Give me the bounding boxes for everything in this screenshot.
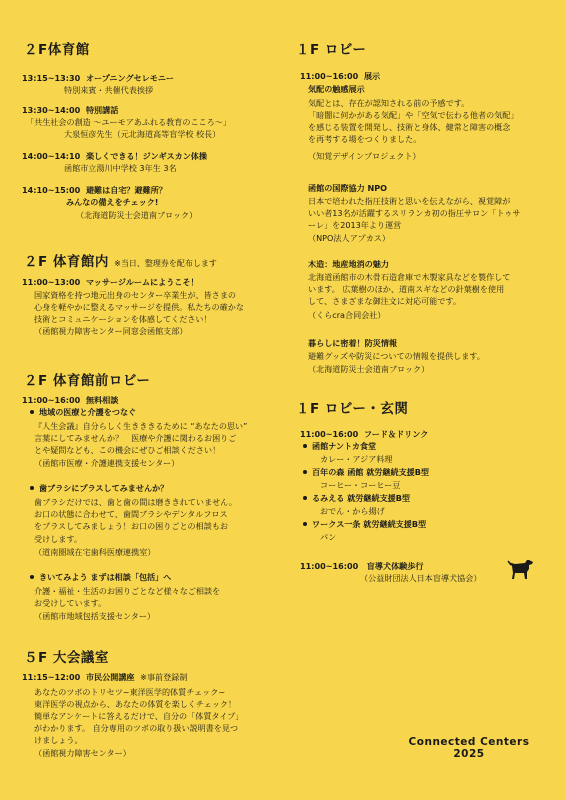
event-detail: 特別来賓・共催代表挨拶	[64, 85, 154, 95]
event-detail: 東洋医学の視点から、あなたの体質を楽しくチェック！	[34, 699, 237, 709]
exhibit-detail: います。 広葉樹のほか、道南スギなどの針葉樹を使用	[308, 284, 505, 294]
event-detail: お受けしています。	[34, 598, 107, 608]
event-detail: とや疑問なども、この機会にぜひご相談ください！	[34, 445, 221, 455]
event-detail: がわかります。 自分専用のツボの取り扱い説明書を見つ	[34, 723, 239, 733]
exhibit-detail: 避難グッズや防災についての情報を提供します。	[308, 351, 485, 361]
vendor-name: 函館ナントカ食堂	[303, 440, 376, 452]
vendor-name: ワークス一条 就労継続支援B型	[303, 518, 426, 530]
exhibit-detail: 気配とは、存在が認知される前の予感です。	[308, 98, 470, 108]
exhibit-organizer: （NPO法人アプカス）	[308, 233, 390, 243]
exhibit-title: 暮らしに密着！防災情報	[308, 338, 398, 348]
event-organizer: （北海道防災士会道南ブロック）	[76, 210, 198, 220]
guide-dog-icon	[505, 556, 535, 580]
exhibit-organizer: （くらcra合同会社）	[308, 310, 386, 320]
event-detail: お口の状態に合わせて、歯間ブラシやデンタルフロス	[34, 509, 228, 519]
event-detail: 受けします。	[34, 534, 82, 544]
event-detail: 国家資格を持つ地元出身のセンター卒業生が、皆さまの	[34, 290, 237, 300]
vendor-menu: カレー・アジア料理	[320, 454, 393, 464]
event-detail: 大泉恒彦先生（元北海道高等盲学校 校長）	[64, 129, 221, 139]
vendor-name: 百年の森 函館 就労継続支援B型	[303, 466, 429, 478]
event-time-title: 11:00~16:00 無料相談	[22, 395, 119, 405]
exhibit-detail: して、さまざまな御注文に対応可能です。	[308, 296, 461, 306]
vendor-name: るみえる 就労継続支援B型	[303, 492, 410, 504]
section-heading-lobby-entrance: １F ロビー・玄関	[296, 401, 409, 417]
event-detail: 技術とコミュニケーションを体感してください！	[34, 314, 212, 324]
exhibit-detail: を再考する場をつくりました。	[308, 134, 422, 144]
event-detail: 歯ブラシだけでは、歯と歯の間は磨ききれていません。	[34, 497, 237, 507]
bullet-icon	[30, 575, 34, 579]
consult-title: 歯ブラシにプラスしてみませんか？	[30, 482, 168, 494]
exhibit-organizer: （北海道防災士会道南ブロック）	[308, 364, 430, 374]
consult-title: きいてみよう まずは相談「包括」へ	[30, 571, 171, 583]
event-time-title: 13:15~13:30 オープニングセレモニー	[22, 73, 175, 83]
event-time-title: 11:00~16:00 盲導犬体験歩行	[300, 561, 424, 571]
consult-title: 地域の医療と介護をつなぐ	[30, 406, 136, 418]
event-time-title: 11:15~12:00 市民公開講座 ※事前登録制	[22, 672, 188, 682]
event-organizer: （函館市地域包括支援センター）	[34, 611, 156, 621]
exhibit-detail: 「暗闇に何かがある気配」や「空気で伝わる他者の気配」	[308, 110, 519, 120]
bullet-icon	[30, 410, 34, 414]
section-heading-lobby-2f: ２F 体育館前ロビー	[24, 373, 151, 389]
event-detail: けましょう。	[34, 735, 83, 745]
event-detail: みんなの備えをチェック!	[66, 197, 159, 207]
vendor-menu: おでん・から揚げ	[320, 506, 385, 516]
event-detail: をプラスしてみましょう！お口の困りごとの相談もお	[34, 521, 229, 531]
event-time-title: 13:30~14:00 特別講話	[22, 105, 119, 115]
event-organizer: （公益財団法人日本盲導犬協会）	[360, 573, 482, 583]
section-heading-gym-inner: ２F 体育館内 ※当日、整理券を配布します	[24, 254, 217, 270]
bullet-icon	[303, 496, 307, 500]
bullet-icon	[303, 470, 307, 474]
event-detail: 介護・福祉・生活のお困りごとなど様々なご相談を	[34, 586, 221, 596]
event-detail: 函館市立湯川中学校 3年生 3名	[64, 163, 177, 173]
vendor-menu: パン	[320, 532, 337, 542]
event-organizer: （函館市医療・介護連携支援センター）	[34, 458, 180, 468]
exhibit-detail: を感じる装置を開発し、技術と身体、健常と障害の概念	[308, 122, 511, 132]
event-time-title: 14:00~14:10 楽しくできる！ジンギスカン体操	[22, 151, 207, 161]
event-detail: 「共生社会の創造 ～ユーモアあふれる教育のこころ～」	[26, 117, 231, 127]
event-time-title: 11:00~16:00 展示	[300, 71, 381, 81]
exhibit-organizer: （知覚デザインプロジェクト）	[308, 151, 421, 161]
event-time-title: 11:00~13:00 マッサージルームにようこそ！	[22, 277, 199, 287]
event-organizer: （函館視力障害センター）	[34, 748, 131, 758]
event-organizer: （道南圏域在宅歯科医療連携室）	[34, 547, 156, 557]
brand-year: 2025	[453, 748, 485, 760]
section-heading-lobby-1f: １F ロビー	[296, 42, 367, 58]
exhibit-title: 函館の国際協力 NPO	[308, 183, 388, 193]
event-detail: 簡単なアンケートに答えるだけで、自分の「体質タイプ」	[34, 711, 244, 721]
event-detail: 言葉にしてみませんか？ 医療や介護に関わるお困りご	[34, 433, 237, 443]
brand-footer	[403, 736, 535, 760]
exhibit-detail: ーレ」を2013年より運営	[308, 220, 402, 230]
event-detail: 『人生会議』自分らしく生きききるために “あなたの思い”	[34, 421, 248, 431]
bullet-icon	[30, 486, 34, 490]
event-time-title: 11:00~16:00 フード＆ドリンク	[300, 429, 429, 439]
bullet-icon	[303, 444, 307, 448]
event-time-title: 14:10~15:00 避難は自宅？避難所？	[22, 185, 167, 195]
brand-name: Connected Centers	[408, 736, 530, 748]
bullet-icon	[303, 522, 307, 526]
exhibit-detail: 日本で培われた指圧技術と思いを伝えながら、視覚障が	[308, 196, 511, 206]
section-heading-gym: ２F体育館	[24, 42, 90, 58]
exhibit-title: 気配の触感展示	[308, 84, 365, 94]
exhibit-detail: いい者13名が活躍するスリランカ初の指圧サロン「トゥサ	[308, 208, 521, 218]
section-heading-hall: ５F 大会議室	[24, 650, 109, 666]
event-detail: 心身を軽やかに整えるマッサージを提供。私たちの確かな	[34, 302, 244, 312]
vendor-menu: コーヒー・コーヒー豆	[320, 480, 401, 490]
event-organizer: （函館視力障害センター同窓会函館支部）	[34, 326, 188, 336]
event-detail: あなたのツボのトリセツ~東洋医学的体質チェック~	[34, 687, 226, 697]
section-note: ※当日、整理券を配布します	[114, 259, 217, 268]
exhibit-title: 木造：地産地消の魅力	[308, 259, 389, 269]
exhibit-detail: 北海道函館市の木骨石造倉庫で木製家具などを製作して	[308, 272, 511, 282]
